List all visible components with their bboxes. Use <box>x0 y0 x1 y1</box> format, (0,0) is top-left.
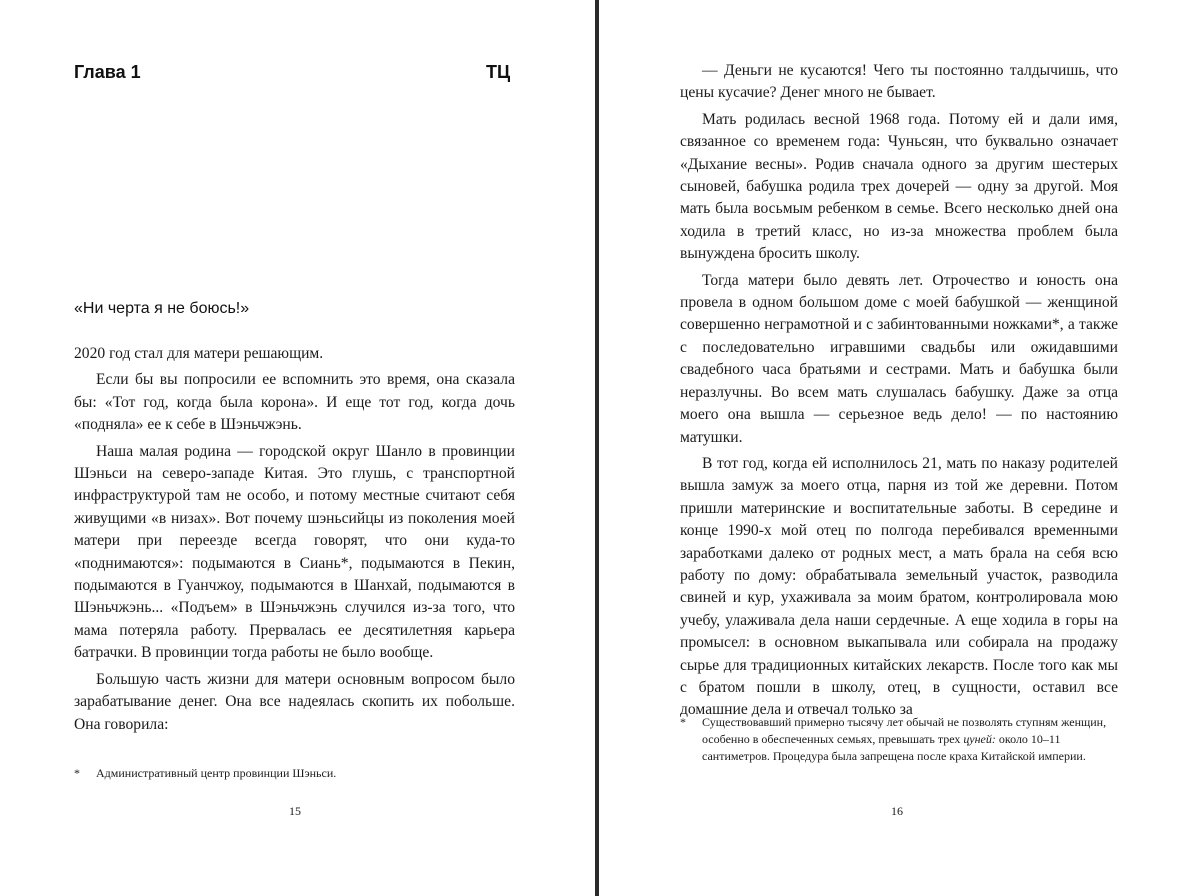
paragraph: В тот год, когда ей исполнилось 21, мать по наказу родителей вышла замуж за моего отца, парня из той же деревни. Потом пришли материнские и воспитательные заботы. В середине и конце 1990-х мой отец по полгода перебивался временными заработками далеко от родных мест, а мать брала на себя всю работу по дому: обрабатывала земельный участок, разводила свиней и кур, ухаживала за моим братом, контролировала мою учебу, улаживала дела наши сердечные. А еще ходила в горы на промысел: в основном выкапывала или собирала на продажу сырье для традиционных китайских лекарств. После того как мы с братом пошли в школу, отец, в сущности, оставил все домашние дела и отвечал только за <box>680 454 1118 719</box>
right-footnote <box>680 714 1118 765</box>
paragraph: Тогда матери было девять лет. Отрочество и юность она провела в одном большом доме с моей бабушкой — женщиной совершенно неграмотной и с забинтованными ножками*, а также с последовательно игравшими свадьбы или ожидавшими свадебного часа братьями и сестрами. Мать и бабушка были неразлучны. Во всем мать слушалась бабушку. Даже за отца моего она вышла — серьезное ведь дело! — по настоянию матушки. <box>680 271 1118 446</box>
footnote-text-part: около 10–11 сантиметров. Процедура была запрещена после краха Китайской империи. <box>702 732 1086 763</box>
paragraph: 2020 год стал для матери решающим. <box>74 345 324 362</box>
page-number: 15 <box>289 804 301 818</box>
paragraph: Большую часть жизни для матери основным вопросом было зарабатывание денег. Она все надеялась скопить их побольше. Она говорила: <box>74 670 515 733</box>
paragraph: Если бы вы попросили ее вспомнить это время, она сказала бы: «Тот год, когда была корона». И еще тот год, когда дочь «подняла» ее к себе в Шэньчжэнь. <box>74 371 515 434</box>
footnote-text-part: Существовавший примерно тысячу лет обычай не позволять ступням женщин, особенно в обеспеченных семьях, превышать трех <box>702 715 1107 746</box>
left-body-text <box>74 343 515 740</box>
paragraph: — Деньги не кусаются! Чего ты постоянно талдычишь, что цены кусачие? Денег много не бывает. <box>680 62 1118 102</box>
left-page <box>0 0 595 896</box>
running-title: ТЦ <box>486 62 511 82</box>
footnote-mark: * <box>74 766 80 780</box>
section-title: «Ни черта я не боюсь!» <box>74 300 250 317</box>
right-body-text <box>680 60 1118 726</box>
page-number: 16 <box>891 804 903 818</box>
paragraph: Наша малая родина — городской округ Шанло в провинции Шэньси на северо-западе Китая. Это глушь, с транспортной инфраструктурой там не особо, и потому местные считают себя живущими «в низах». Вот почему шэньсийцы из поколения моей матери при переезде всегда говорят, что они куда-то «поднимаются»: подымаются в Сиань*, подымаются в Пекин, подымаются в Гуанчжоу, подымаются в Шанхай, подымаются в Шэньчжэнь... «Подъем» в Шэньчжэнь случился из-за того, что мама потеряла работу. Прервалась ее десятилетняя карьера батрачки. В провинции тогда работы не было вообще. <box>74 442 515 662</box>
footnote-text <box>680 714 1118 765</box>
footnote-italic-term: цуней: <box>963 732 996 746</box>
footnote-text: Административный центр провинции Шэньси. <box>96 766 337 780</box>
footnote-mark: * <box>680 715 686 729</box>
left-footnote <box>74 765 515 782</box>
paragraph: Мать родилась весной 1968 года. Потому ей и дали имя, связанное со временем года: Чуньсян, что буквально означает «Дыхание весны». Родив сначала одного за другим шестерых сыновей, бабушка родила трех дочерей — одну за другой. Моя мать была восьмым ребенком в семье. Всего несколько дней она ходила в третий класс, но из-за множества проблем была вынуждена бросить школу. <box>680 110 1118 263</box>
chapter-label: Глава 1 <box>74 62 141 82</box>
